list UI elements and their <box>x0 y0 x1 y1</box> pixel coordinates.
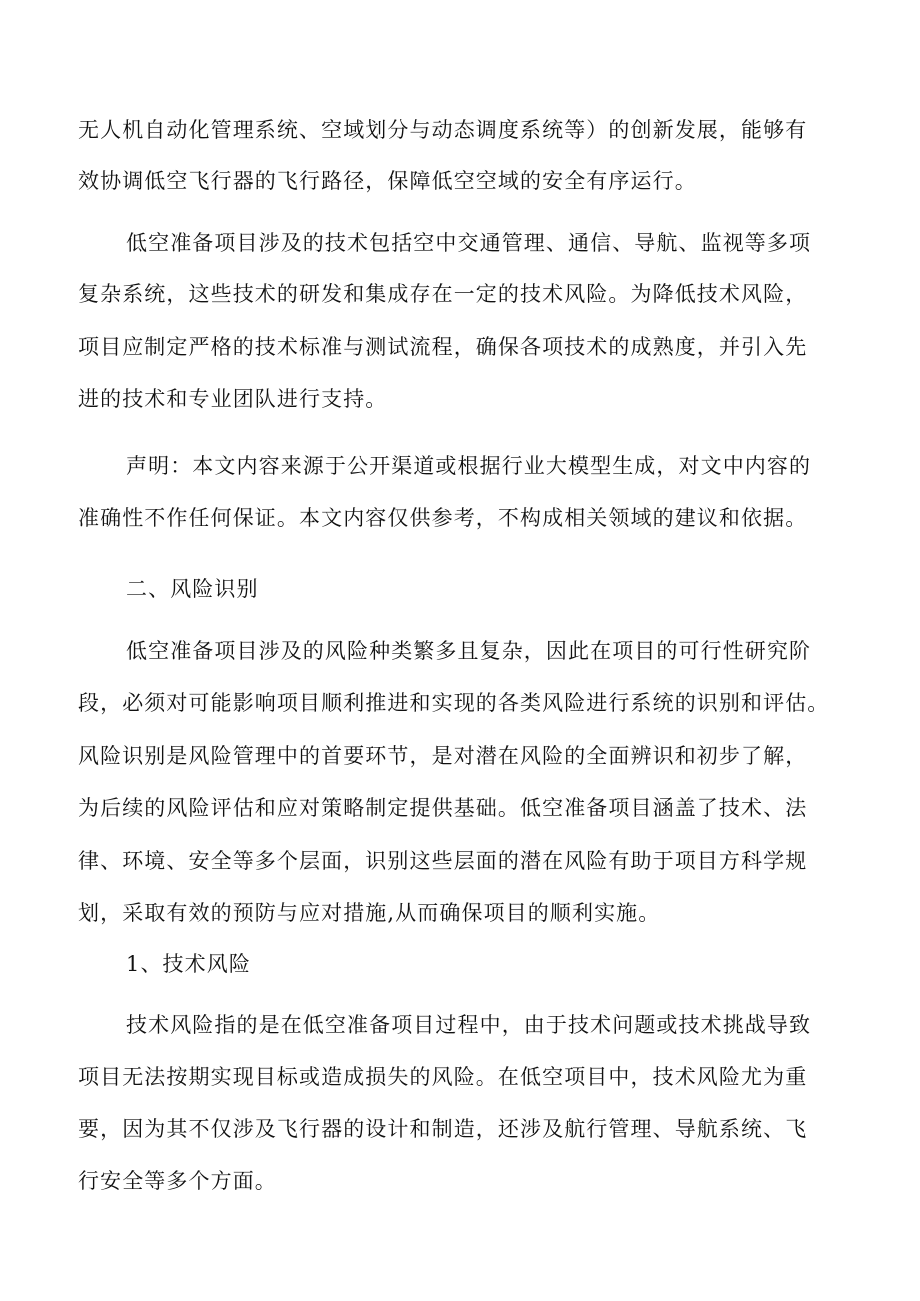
paragraph-tech-line-3: 项目应制定严格的技术标准与测试流程，确保各项技术的成熟度，并引入先 <box>78 335 808 359</box>
paragraph-risk-line-4: 为后续的风险评估和应对策略制定提供基础。低空准备项目涵盖了技术、法 <box>78 796 808 820</box>
paragraph-risk-line-2: 段，必须对可能影响项目顺利推进和实现的各类风险进行系统的识别和评估。 <box>78 691 830 715</box>
paragraph-risk-line-1: 低空准备项目涉及的风险种类繁多且复杂，因此在项目的可行性研究阶 <box>126 639 812 663</box>
paragraph-risk-line-5: 律、环境、安全等多个层面，识别这些层面的潜在风险有助于项目方科学规 <box>78 849 808 873</box>
paragraph-tech-risk-line-2: 项目无法按期实现目标或造成损失的风险。在低空项目中，技术风险尤为重 <box>78 1065 808 1089</box>
document-body <box>78 0 848 1301</box>
disclaimer-line-1: 声明：本文内容来源于公开渠道或根据行业大模型生成，对文中内容的 <box>126 454 812 478</box>
paragraph-tech-line-2: 复杂系统，这些技术的研发和集成存在一定的技术风险。为降低技术风险， <box>78 282 808 306</box>
paragraph-tech-risk-line-1: 技术风险指的是在低空准备项目过程中，由于技术问题或技术挑战导致 <box>126 1013 812 1037</box>
paragraph-continuation-line-2: 效协调低空飞行器的飞行路径，保障低空空域的安全有序运行。 <box>78 169 697 193</box>
paragraph-tech-line-4: 进的技术和专业团队进行支持。 <box>78 387 388 411</box>
paragraph-tech-risk-line-4: 行安全等多个方面。 <box>78 1169 277 1193</box>
section-heading: 二、风险识别 <box>126 577 259 601</box>
paragraph-risk-line-6: 划，采取有效的预防与应对措施,从而确保项目的顺利实施。 <box>78 901 661 925</box>
paragraph-tech-line-1: 低空准备项目涉及的技术包括空中交通管理、通信、导航、监视等多项 <box>126 231 812 255</box>
paragraph-risk-line-3: 风险识别是风险管理中的首要环节，是对潜在风险的全面辨识和初步了解， <box>78 744 808 768</box>
disclaimer-line-2: 准确性不作任何保证。本文内容仅供参考，不构成相关领域的建议和依据。 <box>78 506 808 530</box>
paragraph-continuation-line-1: 无人机自动化管理系统、空域划分与动态调度系统等）的创新发展，能够有 <box>78 118 808 142</box>
subsection-heading: 1、技术风险 <box>126 952 251 976</box>
paragraph-tech-risk-line-3: 要，因为其不仅涉及飞行器的设计和制造，还涉及航行管理、导航系统、飞 <box>78 1117 808 1141</box>
